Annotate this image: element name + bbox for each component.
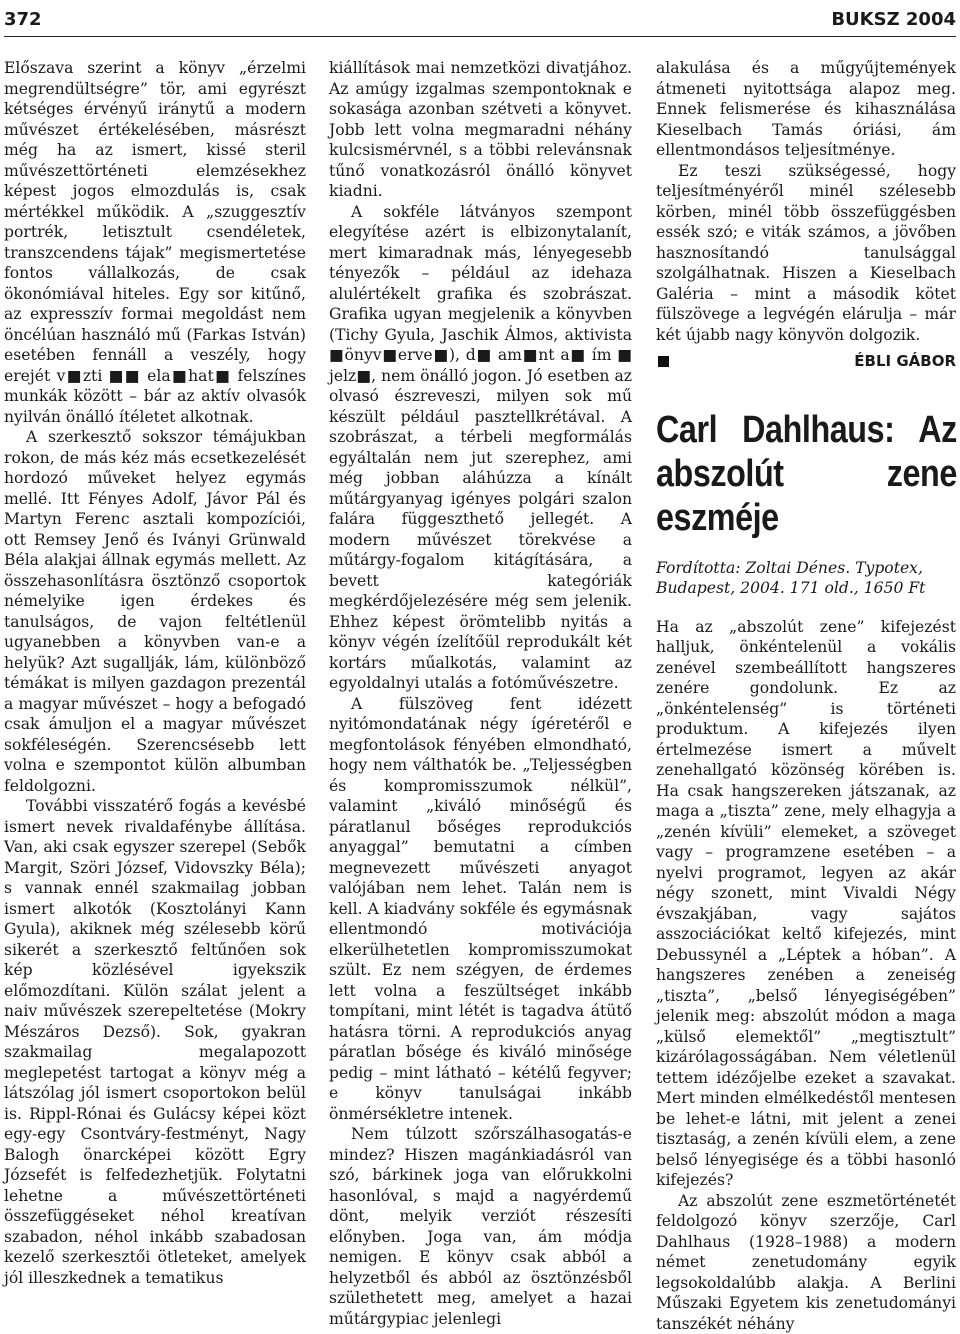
paragraph: A szerkesztő sokszor témájukban rokon, de más kéz más ecsetkezelését hordozó műveket helyez egymás mellé. Itt Fényes Adolf, Jávor Pál és Martyn Ferenc asztali kompozíciói, ott Remsey Jenő és Iványi Grünwald Béla alakjai állnak egymás mellett. Az összehasonlításra ösztönző csoportok némelyike igen érdekes és tanulságos, de vajon feltétlenül ugyanebben a könyvben van-e a helyük? Azt sugallják, lám, különböző témákat is milyen gazdagon prezentál a magyar művészet – hogy a befogadó csak ámuljon el a magyar művészet sokféleségén. Szerencsésebb lett volna e szempontot külön albumban feldolgozni. [4,427,306,796]
text-column-3 [656,58,956,1334]
paragraph: Ha az „abszolút zene” kifejezést halljuk, önkéntelenül a vokális zenével szembeállított hangszeres zenére gondolunk. Ez az „önkéntelenség” is történeti produktum. A kifejezés ilyen értelmezése ismert a művelt zenehallgató közönség körében is. Ha csak hangszereken játszanak, az maga a „tiszta” zene, mely elhagyja a „zenén kívüli” elemeket, a szöveget vagy – programzene esetében – a nyelvi programot, legyen az akár négy szonett, mint Vivaldi Négy évszakjában, vagy sajátos asszociációkat keltő kifejezés, mint Debussynél a „Léptek a hóban”. A hangszeres zenében a zeneiség „tiszta”, „belső lényegiségében” jelenik meg: abszolút módon a maga „külső elemektől” „megtisztult” kizárólagosságában. Nem véletlenül tettem idézőjelbe ezeket a szavakat. Mert minden elmélkedéstől mentesen be lehet-e látni, mit jelent a zenei tisztaság, a zenén kívüli elem, a zene belső lényegisége és a többi hasonló kifejezés? [656,617,956,1191]
paragraph: Ez teszi szükségessé, hogy teljesítményéről minél szélesebb körben, minél több összefüggésben essék szó; e viták számos, a jövőben hasznosítandó tanulsággal szolgálhatnak. Hiszen a Kieselbach Galéria – mint a második kötet fülszövege a legvégén elárulja – már két újabb nagy könyvön dolgozik. [656,161,956,346]
text-column-1 [4,58,306,1288]
paragraph: Előszava szerint a könyv „érzelmi megrendültségre” tör, ami egyrészt kétséges érvényű iránytű a modern művészet értékelésében, másrészt még ha az ismert, kissé steril művészettörténeti elemzésekhez képest jogos elmozdulás is, csak mértékkel működik. A „szuggesztív portrék, letisztult csendéletek, transzcendens tájak” megismertetése fontos vállalkozás, de csak ökonómiával hiteles. Egy sor kitűnő, az expresszív formai megoldást nem öncélúan használó mű (Farkas István) esetében fennáll a veszély, hogy erejét v■zti ■■ ela■hat■ felszínes munkák között – bár az aktív olvasók nyilván önálló ítéletet alkotnak. [4,58,306,427]
review-bibliographic-info: Fordította: Zoltai Dénes. Typotex, Budapest, 2004. 171 old., 1650 Ft [656,558,956,599]
paragraph: A sokféle látványos szempont elegyítése azért is elbizonytalanít, mert kimaradnak más, lényegesebb tényezők – például az idehaza alulértékelt grafika és szobrászat. Grafika ugyan megjelenik a könyvben (Tichy Gyula, Jaschik Álmos, aktivista ■önyv■erve■), d■ am■nt a■ ím ■ jelz■, nem önálló jogon. Jó esetben az olvasó észreveszi, milyen sok mű készült például pasztellkrétával. A szobrászat, a térbeli megformálás egyáltalán nem jut szerephez, ami még jobban aláhúzza a kínált műtárgyanyag igényes polgári szalon falára függeszthető jellegét. A modern művészet törekvése a műtárgy-fogalom kitágítására, a bevett kategóriák megkérdőjelezésére még sem jelenik. Ehhez képest örömtelibb nyitás a könyv végén ízelítőül reprodukált két kortárs műalkotás, valamint az egyoldalnyi utalás a fotóművészetre. [329,202,632,694]
paragraph: alakulása és a műgyűjtemények átmeneti nyitottsága alapoz meg. Ennek felismerése és kihasználása Kieselbach Tamás óriási, ám ellentmondásos teljesítménye. [656,58,956,161]
author-signature-row [656,351,956,372]
paragraph: A fülszöveg fent idézett nyitómondatának négy ígéretéről e megfontolások fényében elmondható, hogy nem válthatók be. „Teljességben és kompromisszumok nélkül”, valamint „kiváló minőségű és páratlanul bőséges reprodukciós anyaggal” bemutatni a címben megnevezett művészeti anyagot valójában nem lehet. Talán nem is kell. A kiadvány sokféle és egymásnak ellentmondó motivációja elkerülhetetlen kompromisszumokat szült. Ez nem szégyen, de érdemes lett volna a feszültséget inkább tompítani, mint létét is tagadva átütő hatásra törni. A reprodukciós anyag páratlan bősége és kiváló minősége pedig – mint látható – kétélű fegyver; e könyv tanulságai inkább önmérsékletre intenek. [329,694,632,1125]
paragraph: Nem túlzott szőrszálhasogatás-e mindez? Hiszen magánkiadásról van szó, bárkinek joga van előrukkolni hasonlóval, s majd a nagyérdemű dönt, melyik verziót részesíti előnyben. Joga van, ám módja nemigen. E könyv csak abból a helyzetből és abból az ösztönzésből születhetett meg, amelyet a hazai műtárgypiac jelenlegi [329,1124,632,1329]
page-header [4,0,956,37]
paragraph: További visszatérő fogás a kevésbé ismert nevek rivaldafénybe állítása. Van, aki csak egyszer szerepel (Sebők Margit, Szöri József, Vidovszky Béla); s vannak ennél szakmailag jobban ismert alkotók (Kosztolányi Kann Gyula), akiknek még szélesebb körű sikerét a szerkesztő feltűnően sok kép közlésével igyekszik előmozdítani. Külön szálat jelent a naiv művészek szerepeltetése (Mokry Mészáros Dezső). Sok, gyakran szakmailag megalapozott meglepetést tartogat a könyv még a látszólag jól ismert csoportokon belül is. Rippl-Rónai és Gulácsy képei közt egy-egy Csontváry-festményt, Nagy Balogh önarcképei között Egry Józsefét is felfedezhetjük. Folytatni lehetne a művészettörténeti összefüggéseket néhol kreatívan szabadon, néhol inkább szabadosan kezelő szerkesztői ötleteket, amelyek jól illeszkednek a tematikus [4,796,306,1288]
review-title: Carl Dahlhaus: Az abszolút zene eszméje [656,408,957,540]
paragraph: kiállítások mai nemzetközi divatjához. Az amúgy izgalmas szempontoknak e sokasága azonban szétveti a könyvet. Jobb lett volna megmaradni néhány kulcsismérvnél, s a többi relevánsnak tűnő vonatkozásról önálló könyvet kiadni. [329,58,632,202]
paragraph: Az abszolút zene eszmetörténetét feldolgozó könyv szerzője, Carl Dahlhaus (1928–1988) a modern német zenetudomány egyik legsokoldalúbb alakja. A Berlini Műszaki Egyetem kis zenetudományi tanszékét néhány [656,1191,956,1334]
text-column-2 [329,58,632,1329]
page-number: 372 [4,9,42,36]
end-mark-icon [658,356,669,367]
journal-name: BUKSZ 2004 [831,9,956,36]
author-signature: ÉBLI GÁBOR [854,351,956,372]
